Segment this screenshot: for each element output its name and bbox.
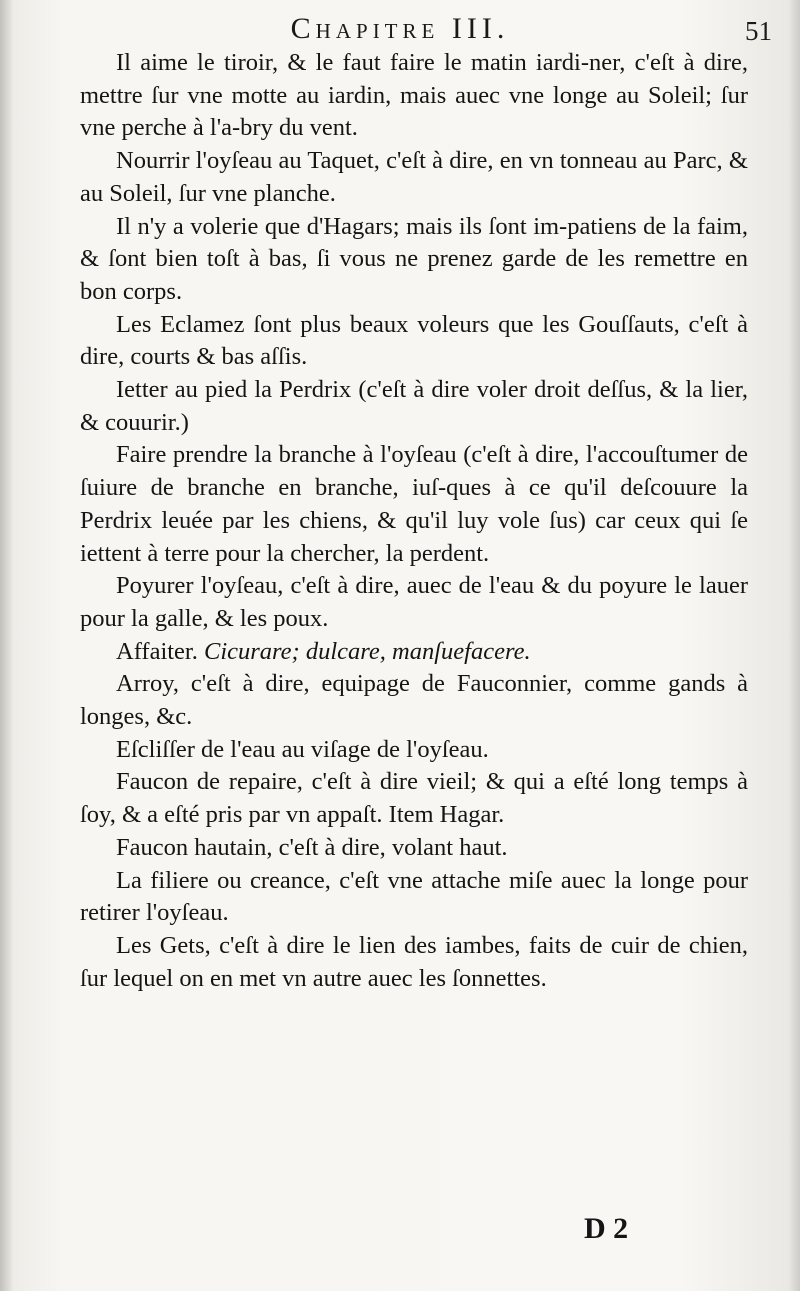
entry-text: Il n'y a volerie que d'Hagars; mais ils ſont im-patiens de la faim, & ſont bien toſt à bas, ſi vous ne prenez garde de les remettre en bon corps. bbox=[80, 212, 748, 305]
entry-text: Il aime le tiroir, & le faut faire le matin iardi-ner, c'eſt à dire, mettre ſur vne motte au iardin, mais auec vne longe au Soleil; ſur vne perche à l'a-bry du vent. bbox=[80, 49, 748, 142]
entry-text: Faire prendre la branche à l'oyſeau (c'eſt à dire, l'accouſtumer de ſuiure de branche en branche, iuſ-ques à ce qu'il deſcouure la Perdrix leuée par les chiens, & qu'il luy vole ſus) car ceux qui ſe iettent à terre pour la chercher, la perdent. bbox=[80, 441, 748, 567]
entry-filiere bbox=[80, 865, 748, 930]
entry-text: Les Eclamez ſont plus beaux voleurs que les Gouſſauts, c'eſt à dire, courts & bas aſſis. bbox=[80, 310, 748, 371]
entry-faucon-hautain bbox=[80, 832, 748, 865]
body-text bbox=[80, 47, 748, 995]
entry-gets bbox=[80, 930, 748, 995]
entry-hagars bbox=[80, 211, 748, 309]
entry-tiroir bbox=[80, 47, 748, 145]
entry-ietter bbox=[80, 374, 748, 439]
page-header bbox=[0, 10, 800, 50]
page-edge-shadow bbox=[788, 0, 800, 1291]
entry-text: Ietter au pied la Perdrix (c'eſt à dire voler droit deſſus, & la lier, & couurir.) bbox=[80, 376, 748, 436]
entry-text: Affaiter. bbox=[116, 637, 204, 665]
entry-text: Faucon hautain, c'eſt à dire, volant haut. bbox=[116, 833, 508, 861]
entry-text: Faucon de repaire, c'eſt à dire vieil; & qui a eſté long temps à ſoy, & a eſté pris par vn appaſt. Item Hagar. bbox=[80, 768, 748, 829]
entry-text: Eſcliſſer de l'eau au viſage de l'oyſeau. bbox=[116, 735, 489, 763]
entry-text: La filiere ou creance, c'eſt vne attache miſe auec la longe pour retirer l'oyſeau. bbox=[80, 866, 748, 927]
entry-text: Les Gets, c'eſt à dire le lien des iambes, faits de cuir de chien, ſur lequel on en met vn autre auec les ſonnettes. bbox=[80, 931, 748, 992]
entry-text: Nourrir l'oyſeau au Taquet, c'eſt à dire, en vn tonneau au Parc, & au Soleil, ſur vne planche. bbox=[80, 147, 748, 207]
entry-text: Poyurer l'oyſeau, c'eſt à dire, auec de l'eau & du poyure le lauer pour la galle, & les poux. bbox=[80, 572, 748, 632]
entry-latin-gloss: Cicurare; dulcare, manſuefacere. bbox=[204, 637, 531, 665]
gutter-shadow bbox=[0, 0, 14, 1291]
entry-branche bbox=[80, 439, 748, 570]
entry-faucon-repaire bbox=[80, 766, 748, 831]
entry-taquet bbox=[80, 145, 748, 210]
entry-eclamez bbox=[80, 309, 748, 374]
entry-text: Arroy, c'eſt à dire, equipage de Fauconnier, comme gands à longes, &c. bbox=[80, 670, 748, 731]
entry-esclisser bbox=[80, 734, 748, 767]
entry-affaiter bbox=[80, 636, 748, 669]
signature-mark: D 2 bbox=[584, 1212, 629, 1245]
page-number: 51 bbox=[745, 16, 772, 46]
entry-arroy bbox=[80, 668, 748, 733]
entry-poyurer bbox=[80, 570, 748, 635]
running-title: Chapitre III. bbox=[290, 12, 510, 45]
